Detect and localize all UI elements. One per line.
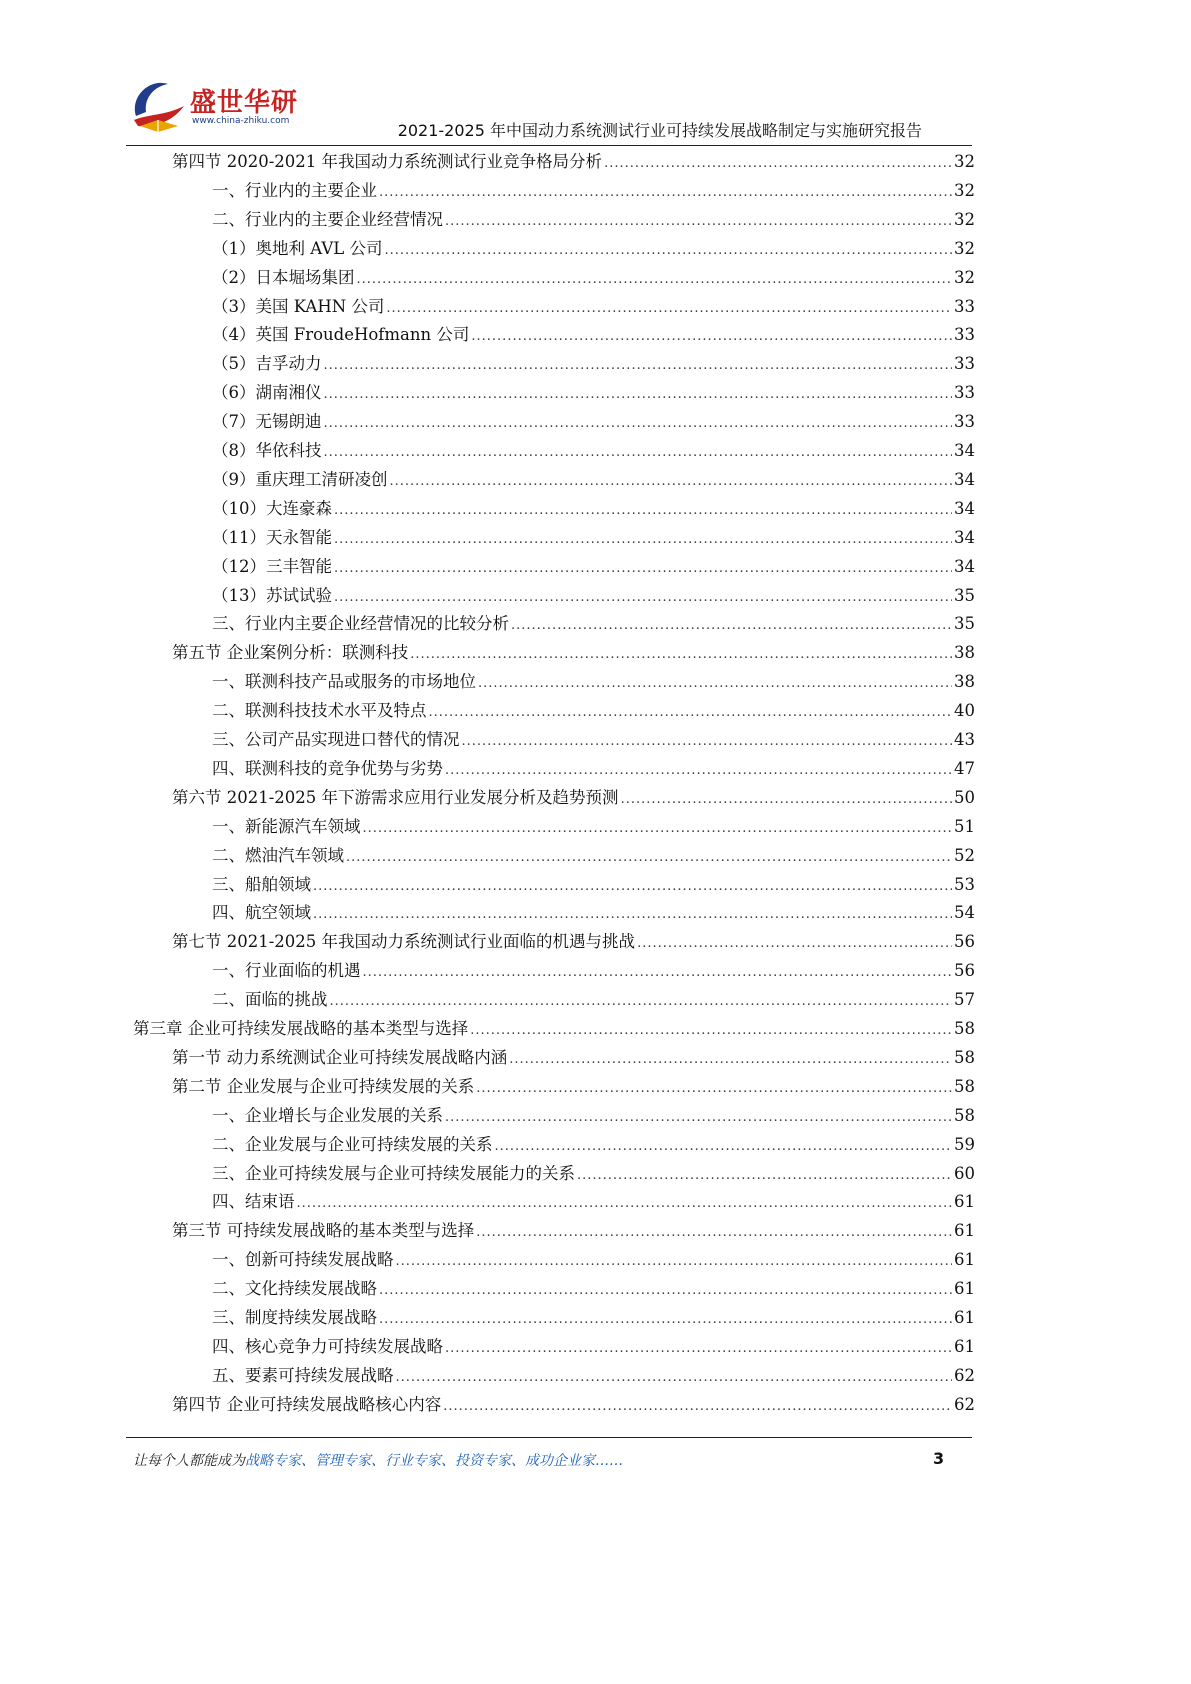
header-divider — [126, 145, 972, 146]
toc-entry-title: （3）美国 KAHN 公司 — [212, 296, 385, 316]
toc-entry[interactable] — [172, 927, 975, 956]
footer-divider — [126, 1437, 972, 1438]
toc-entry-page: 58 — [954, 1105, 975, 1125]
toc-entry-title: 一、行业内的主要企业 — [212, 180, 377, 200]
toc-entry-page: 61 — [954, 1336, 975, 1356]
toc-entry-page: 56 — [954, 932, 975, 952]
toc-entry-title: 二、燃油汽车领域 — [212, 845, 344, 865]
toc-leader-dots — [445, 1103, 952, 1132]
toc-entry-page: 35 — [954, 585, 975, 605]
toc-entry-page: 61 — [954, 1250, 975, 1270]
toc-leader-dots — [577, 1161, 952, 1190]
toc-entry-title: 四、航空领域 — [212, 903, 311, 923]
toc-entry-title: 一、创新可持续发展战略 — [212, 1250, 394, 1270]
toc-leader-dots — [357, 265, 953, 294]
toc-entry[interactable] — [212, 176, 975, 205]
toc-entry[interactable] — [172, 1072, 975, 1101]
toc-entry[interactable] — [212, 349, 975, 378]
toc-entry-title: （13）苏试试验 — [212, 585, 332, 605]
toc-leader-dots — [324, 351, 953, 380]
toc-entry-title: 三、行业内主要企业经营情况的比较分析 — [212, 614, 509, 634]
toc-entry-page: 57 — [954, 990, 975, 1010]
toc-entry[interactable] — [212, 898, 975, 927]
toc-entry-title: （1）奥地利 AVL 公司 — [212, 238, 383, 258]
toc-entry-page: 34 — [954, 527, 975, 547]
toc-entry[interactable] — [212, 320, 975, 349]
toc-leader-dots — [330, 987, 953, 1016]
toc-entry-title: （10）大连豪森 — [212, 498, 332, 518]
toc-entry-page: 33 — [954, 325, 975, 345]
toc-entry-title: 一、新能源汽车领域 — [212, 816, 361, 836]
toc-leader-dots — [396, 1363, 953, 1392]
toc-entry-page: 38 — [954, 672, 975, 692]
toc-entry-title: 二、行业内的主要企业经营情况 — [212, 209, 443, 229]
toc-leader-dots — [462, 727, 953, 756]
toc-leader-dots — [363, 814, 953, 843]
toc-entry-page: 61 — [954, 1221, 975, 1241]
logo-url: www.china-zhiku.com — [192, 116, 290, 126]
toc-entry-page: 34 — [954, 469, 975, 489]
toc-entry-page: 35 — [954, 614, 975, 634]
toc-entry-title: 三、制度持续发展战略 — [212, 1308, 377, 1327]
toc-leader-dots — [313, 872, 952, 901]
toc-entry[interactable] — [172, 1043, 975, 1072]
toc-entry[interactable] — [212, 1332, 975, 1361]
toc-leader-dots — [324, 438, 953, 467]
toc-entry-title: （12）三丰智能 — [212, 556, 332, 576]
toc-leader-dots — [324, 380, 953, 409]
toc-entry-page: 59 — [954, 1134, 975, 1154]
toc-entry-title: 四、联测科技的竞争优势与劣势 — [212, 758, 443, 778]
logo-name: 盛世华研 — [190, 88, 299, 118]
toc-entry-page: 61 — [954, 1308, 975, 1327]
toc-entry-page: 33 — [954, 296, 975, 316]
toc-leader-dots — [334, 583, 952, 612]
toc-leader-dots — [637, 929, 952, 958]
toc-entry[interactable] — [172, 638, 975, 667]
toc-leader-dots — [334, 525, 952, 554]
company-logo — [128, 76, 318, 140]
toc-entry[interactable] — [212, 1101, 975, 1130]
toc-entry-title: （11）天永智能 — [212, 527, 332, 547]
toc-entry-title: 第四节 2020-2021 年我国动力系统测试行业竞争格局分析 — [172, 152, 603, 171]
toc-entry[interactable] — [212, 667, 975, 696]
toc-entry-title: （5）吉孚动力 — [212, 354, 322, 374]
toc-entry-title: 二、文化持续发展战略 — [212, 1279, 377, 1299]
toc-leader-dots — [445, 207, 952, 236]
toc-entry[interactable] — [212, 696, 975, 725]
toc-leader-dots — [604, 149, 952, 178]
toc-entry[interactable] — [133, 1014, 975, 1043]
page-header — [0, 0, 1100, 150]
toc-entry-page: 52 — [954, 845, 975, 865]
toc-leader-dots — [379, 1276, 952, 1305]
toc-entry-page: 58 — [954, 1076, 975, 1096]
report-title: 2021-2025 年中国动力系统测试行业可持续发展战略制定与实施研究报告 — [397, 121, 922, 140]
toc-entry-title: 三、企业可持续发展与企业可持续发展能力的关系 — [212, 1163, 575, 1183]
toc-entry-title: （6）湖南湘仪 — [212, 383, 322, 403]
toc-entry-title: 二、面临的挑战 — [212, 990, 328, 1010]
toc-entry[interactable] — [212, 494, 975, 523]
toc-entry-page: 62 — [954, 1365, 975, 1385]
toc-entry-title: 三、船舶领域 — [212, 874, 311, 894]
toc-entry[interactable] — [212, 552, 975, 581]
toc-entry[interactable] — [212, 292, 975, 321]
toc-entry-title: 四、核心竞争力可持续发展战略 — [212, 1336, 443, 1356]
toc-entry-title: 第二节 企业发展与企业可持续发展的关系 — [172, 1076, 475, 1096]
toc-entry-page: 34 — [954, 441, 975, 460]
toc-leader-dots — [334, 554, 952, 583]
toc-entry[interactable] — [212, 1361, 975, 1390]
toc-entry[interactable] — [212, 205, 975, 234]
toc-entry[interactable] — [212, 609, 975, 638]
toc-entry[interactable] — [212, 812, 975, 841]
book-swoosh-icon — [128, 76, 190, 136]
toc-entry[interactable] — [172, 1216, 975, 1245]
toc-entry-page: 51 — [954, 816, 975, 836]
toc-entry-page: 61 — [954, 1279, 975, 1299]
toc-entry[interactable] — [212, 1303, 975, 1332]
toc-entry[interactable] — [212, 985, 975, 1014]
toc-leader-dots — [379, 178, 952, 207]
toc-leader-dots — [313, 900, 952, 929]
toc-entry-page: 32 — [954, 152, 975, 171]
toc-entry[interactable] — [212, 1159, 975, 1188]
toc-entry[interactable] — [212, 581, 975, 610]
toc-leader-dots — [324, 409, 953, 438]
toc-leader-dots — [297, 1189, 953, 1218]
toc-entry[interactable] — [212, 841, 975, 870]
toc-entry[interactable] — [212, 870, 975, 899]
toc-entry-title: 第五节 企业案例分析：联测科技 — [172, 643, 409, 663]
toc-leader-dots — [384, 236, 952, 265]
slogan-prefix: 让每个人都能成为 — [133, 1453, 245, 1469]
toc-entry-page: 62 — [954, 1394, 975, 1414]
toc-entry-title: 第三节 可持续发展战略的基本类型与选择 — [172, 1221, 475, 1241]
toc-leader-dots — [445, 1334, 952, 1363]
toc-entry-page: 54 — [954, 903, 975, 923]
toc-leader-dots — [470, 1016, 952, 1045]
toc-entry-title: 五、要素可持续发展战略 — [212, 1365, 394, 1385]
toc-entry-title: 二、企业发展与企业可持续发展的关系 — [212, 1134, 493, 1154]
toc-entry[interactable] — [212, 523, 975, 552]
toc-entry-title: （7）无锡朗迪 — [212, 412, 322, 432]
toc-entry[interactable] — [212, 465, 975, 494]
toc-entry-page: 40 — [954, 701, 975, 721]
toc-entry[interactable] — [212, 1130, 975, 1159]
toc-leader-dots — [379, 1305, 952, 1334]
toc-leader-dots — [396, 1247, 953, 1276]
toc-entry-page: 56 — [954, 961, 975, 981]
toc-entry[interactable] — [212, 263, 975, 292]
toc-entry[interactable] — [212, 436, 975, 465]
page-number: 3 — [933, 1449, 945, 1468]
footer-slogan — [133, 1450, 623, 1470]
toc-entry-title: 第四节 企业可持续发展战略核心内容 — [172, 1394, 442, 1414]
toc-entry-page: 43 — [954, 730, 975, 749]
toc-entry-page: 32 — [954, 180, 975, 200]
toc-entry-page: 33 — [954, 412, 975, 432]
toc-leader-dots — [478, 669, 952, 698]
toc-entry[interactable] — [212, 378, 975, 407]
toc-entry-page: 61 — [954, 1192, 975, 1212]
toc-entry[interactable] — [212, 1187, 975, 1216]
toc-entry-page: 58 — [954, 1047, 975, 1067]
toc-entry[interactable] — [172, 1390, 975, 1419]
toc-entry-page: 33 — [954, 354, 975, 374]
toc-entry[interactable] — [212, 1274, 975, 1303]
toc-entry-page: 47 — [954, 758, 975, 778]
toc-entry-title: （9）重庆理工清研凌创 — [212, 469, 388, 489]
toc-leader-dots — [410, 640, 952, 669]
toc-entry-title: （2）日本堀场集团 — [212, 267, 355, 287]
toc-leader-dots — [334, 496, 952, 525]
toc-entry-title: 第三章 企业可持续发展战略的基本类型与选择 — [133, 1019, 469, 1038]
toc-entry[interactable] — [172, 783, 975, 812]
toc-entry-title: 三、公司产品实现进口替代的情况 — [212, 730, 460, 749]
toc-entry[interactable] — [212, 234, 975, 263]
toc-leader-dots — [476, 1074, 952, 1103]
toc-entry[interactable] — [212, 1245, 975, 1274]
toc-leader-dots — [346, 843, 952, 872]
toc-entry-page: 32 — [954, 267, 975, 287]
toc-entry-page: 34 — [954, 498, 975, 518]
toc-entry-page: 60 — [954, 1163, 975, 1183]
toc-entry[interactable] — [212, 725, 975, 754]
toc-entry-title: 四、结束语 — [212, 1192, 295, 1212]
toc-leader-dots — [443, 1392, 952, 1421]
toc-leader-dots — [471, 322, 952, 351]
toc-entry-title: 一、企业增长与企业发展的关系 — [212, 1105, 443, 1125]
toc-entry-title: 第七节 2021-2025 年我国动力系统测试行业面临的机遇与挑战 — [172, 932, 636, 952]
toc-entry-page: 53 — [954, 874, 975, 894]
toc-entry-page: 33 — [954, 383, 975, 403]
toc-leader-dots — [445, 756, 952, 785]
toc-entry-page: 58 — [954, 1019, 975, 1038]
toc-entry-title: 第六节 2021-2025 年下游需求应用行业发展分析及趋势预测 — [172, 787, 619, 807]
toc-entry-page: 34 — [954, 556, 975, 576]
slogan-highlight: 战略专家、管理专家、行业专家、投资专家、成功企业家…… — [245, 1453, 623, 1469]
toc-leader-dots — [386, 294, 952, 323]
toc-leader-dots — [429, 698, 953, 727]
toc-leader-dots — [476, 1218, 952, 1247]
toc-leader-dots — [621, 785, 952, 814]
toc-leader-dots — [363, 958, 953, 987]
toc-leader-dots — [390, 467, 953, 496]
toc-entry[interactable] — [212, 754, 975, 783]
toc-leader-dots — [509, 1045, 952, 1074]
toc-leader-dots — [495, 1132, 953, 1161]
toc-entry-title: 一、联测科技产品或服务的市场地位 — [212, 672, 476, 692]
toc-leader-dots — [511, 611, 952, 640]
toc-entry-title: 二、联测科技技术水平及特点 — [212, 701, 427, 721]
toc-entry[interactable] — [212, 956, 975, 985]
toc-entry[interactable] — [172, 147, 975, 176]
toc-entry-page: 32 — [954, 238, 975, 258]
toc-entry-title: 一、行业面临的机遇 — [212, 961, 361, 981]
toc-entry-page: 50 — [954, 787, 975, 807]
toc-entry-title: （8）华依科技 — [212, 441, 322, 460]
toc-entry-page: 38 — [954, 643, 975, 663]
toc-entry-title: （4）英国 FroudeHofmann 公司 — [212, 325, 470, 345]
toc-entry-page: 32 — [954, 209, 975, 229]
toc-entry[interactable] — [212, 407, 975, 436]
toc-entry-title: 第一节 动力系统测试企业可持续发展战略内涵 — [172, 1047, 508, 1067]
